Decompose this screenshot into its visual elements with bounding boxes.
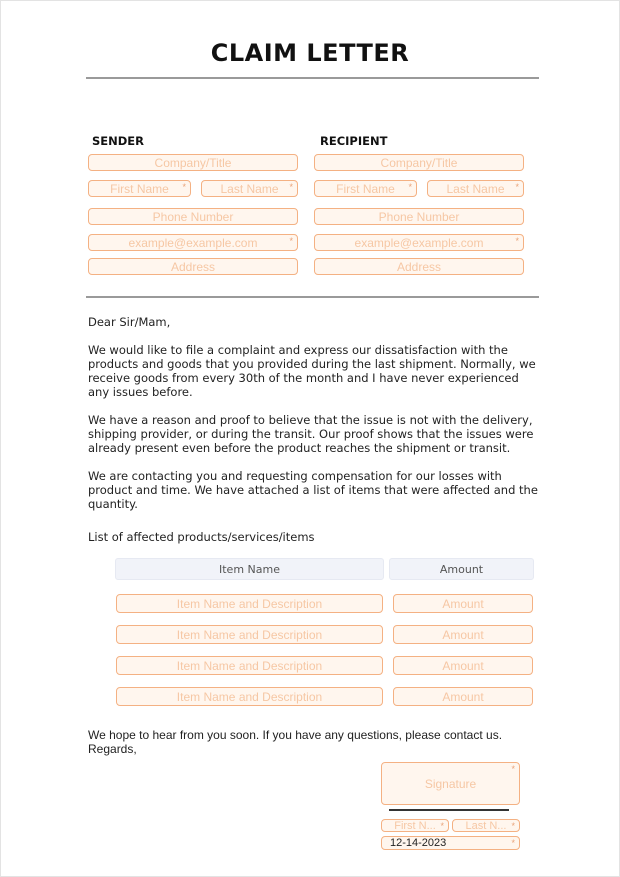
item-name-input-3[interactable]: Item Name and Description: [116, 656, 383, 675]
signature-line: [389, 809, 509, 811]
paragraph-3: We are contacting you and requesting compensation for our losses with product and time. We have attached a list of items that were affected and the quantity.: [88, 469, 538, 511]
page-title: CLAIM LETTER: [210, 39, 410, 67]
recipient-heading: RECIPIENT: [320, 134, 388, 148]
signer-first-name-input[interactable]: [381, 819, 449, 832]
signature-field[interactable]: [381, 762, 520, 805]
item-amount-input-3[interactable]: Amount: [393, 656, 533, 675]
required-mark: *: [182, 182, 186, 192]
item-name-input-2[interactable]: Item Name and Description: [116, 625, 383, 644]
item-amount-input-2[interactable]: Amount: [393, 625, 533, 644]
required-mark: *: [289, 236, 293, 246]
required-mark: *: [511, 838, 515, 848]
sender-address-input[interactable]: Address: [88, 258, 298, 275]
required-mark: *: [511, 764, 515, 774]
sender-email-input[interactable]: [88, 234, 298, 251]
date-value: 12-14-2023: [390, 837, 447, 849]
item-name-input-1[interactable]: Item Name and Description: [116, 594, 383, 613]
recipient-last-name-placeholder: Last Name: [446, 181, 505, 196]
title-divider: [86, 77, 539, 79]
sender-heading: SENDER: [92, 134, 145, 148]
signature-placeholder: Signature: [424, 776, 477, 791]
required-mark: *: [515, 236, 519, 246]
amount-column-header: Amount: [389, 558, 534, 580]
regards: Regards,: [88, 742, 137, 756]
salutation: Dear Sir/Mam,: [88, 315, 171, 329]
sender-first-name-placeholder: First Name: [110, 181, 169, 196]
required-mark: *: [515, 182, 519, 192]
recipient-email-placeholder: example@example.com: [354, 235, 484, 250]
required-mark: *: [440, 821, 444, 831]
sender-last-name-placeholder: Last Name: [220, 181, 279, 196]
items-list-intro: List of affected products/services/items: [88, 530, 315, 544]
recipient-last-name-input[interactable]: [427, 180, 524, 197]
sender-email-placeholder: example@example.com: [128, 235, 258, 250]
required-mark: *: [289, 182, 293, 192]
item-name-column-header: Item Name: [115, 558, 384, 580]
sender-first-name-input[interactable]: [88, 180, 191, 197]
signer-last-name-input[interactable]: [452, 819, 520, 832]
closing-line: We hope to hear from you soon. If you have any questions, please contact us.: [88, 728, 503, 742]
recipient-company-input[interactable]: Company/Title: [314, 154, 524, 171]
address-divider: [86, 296, 539, 298]
sender-phone-input[interactable]: Phone Number: [88, 208, 298, 225]
recipient-phone-input[interactable]: Phone Number: [314, 208, 524, 225]
paragraph-2: We have a reason and proof to believe that the issue is not with the delivery, shipping provider, or during the transit. Our proof shows that the issues were already present even before the product reaches the shipment or transit.: [88, 413, 534, 455]
recipient-first-name-input[interactable]: [314, 180, 417, 197]
sender-company-input[interactable]: Company/Title: [88, 154, 298, 171]
date-input[interactable]: [381, 836, 520, 850]
required-mark: *: [511, 821, 515, 831]
signer-last-name-placeholder: Last N...: [465, 819, 507, 832]
recipient-address-input[interactable]: Address: [314, 258, 524, 275]
item-amount-input-4[interactable]: Amount: [393, 687, 533, 706]
required-mark: *: [408, 182, 412, 192]
item-amount-input-1[interactable]: Amount: [393, 594, 533, 613]
item-name-input-4[interactable]: Item Name and Description: [116, 687, 383, 706]
sender-last-name-input[interactable]: [201, 180, 298, 197]
recipient-email-input[interactable]: [314, 234, 524, 251]
recipient-first-name-placeholder: First Name: [336, 181, 395, 196]
paragraph-1: We would like to file a complaint and express our dissatisfaction with the products and goods that you provided during the last shipment. Normally, we receive goods from every 30th of the month and I have never experienced any issues before.: [88, 343, 536, 399]
signer-first-name-placeholder: First N...: [394, 819, 436, 832]
